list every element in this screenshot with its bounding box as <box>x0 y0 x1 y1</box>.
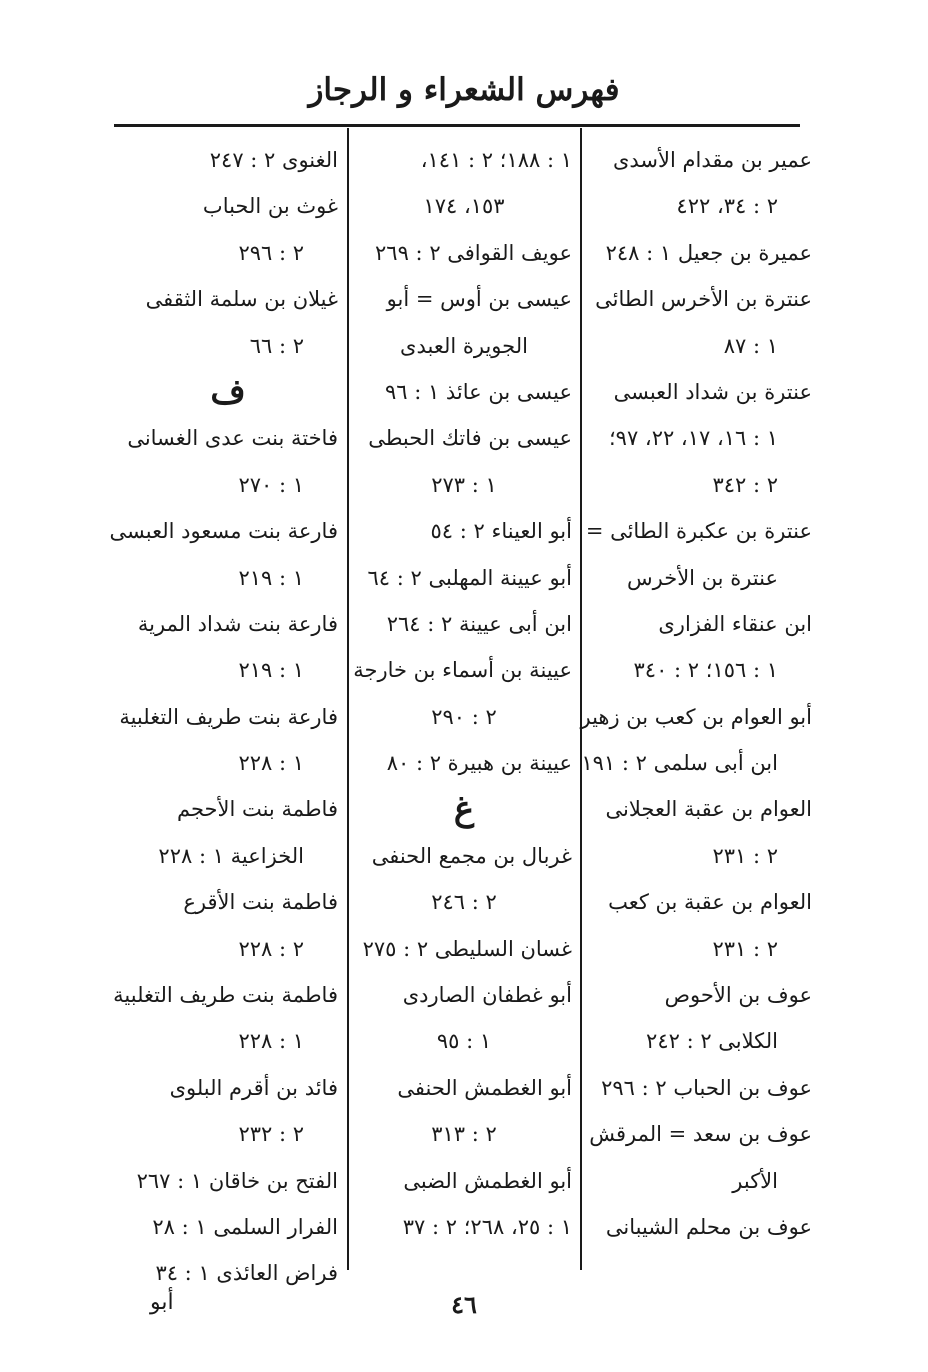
index-entry: ٢ : ٢٩٦ <box>238 240 304 265</box>
index-entry: ١ : ١٨٨؛ ٢ : ١٤١، <box>420 148 572 172</box>
index-entry: عيسى بن أوس = أبو <box>386 287 572 312</box>
index-entry: عيسى بن عائذ ١ : ٩٦ <box>384 379 572 404</box>
index-entry: فارعة بنت طريف التغلبية <box>119 704 338 729</box>
column-divider-left <box>347 128 349 1270</box>
index-entry: ابن عنقاء الفزارى <box>658 611 812 636</box>
index-entry: أبو الغطمش الحنفى <box>397 1075 572 1100</box>
title-rule <box>114 124 800 127</box>
index-entry: ١ : ٢٢٨ <box>238 1029 304 1054</box>
index-entry: عمير بن مقدام الأسدى <box>612 148 812 172</box>
index-entry: فائد بن أقرم البلوى <box>169 1075 338 1100</box>
index-column-right <box>580 137 812 1250</box>
index-entry: أبو غطفان الصاردى <box>402 983 572 1008</box>
index-entry: الجويرة العبدى <box>400 333 528 358</box>
index-entry: ٢ : ٢٣١ <box>712 843 778 868</box>
index-entry: فارعة بنت شداد المرية <box>137 611 338 636</box>
index-entry: ١ : ٩٥ <box>436 1029 492 1054</box>
index-entry: العوام بن عقبة العجلانى <box>605 797 812 822</box>
index-entry: عنترة بن الأخرس <box>627 565 778 590</box>
index-entry: ١ : ٢١٩ <box>238 565 304 590</box>
index-entry: ٢ : ٦٦ <box>249 333 304 358</box>
index-entry: ١ : ٢١٩ <box>238 658 304 683</box>
index-entry: ٢ : ٣٤، ٤٢٢ <box>676 194 778 219</box>
index-entry: أبو الغطمش الضبى <box>403 1168 572 1193</box>
index-entry: عوف بن محلم الشيبانى <box>605 1214 812 1239</box>
index-entry: غيلان بن سلمة الثقفى <box>145 287 338 312</box>
index-entry: الخزاعية ١ : ٢٢٨ <box>158 843 304 868</box>
index-entry: عميرة بن جعيل ١ : ٢٤٨ <box>605 240 812 265</box>
index-entry: فاختة بنت عدى الغسانى <box>127 426 338 451</box>
index-entry: فاطمة بنت طريف التغلبية <box>113 983 338 1008</box>
index-entry: أبو العوام بن كعب بن زهير <box>580 704 812 729</box>
index-entry: الفتح بن خاقان ١ : ٢٦٧ <box>136 1168 338 1193</box>
index-entry: غربال بن مجمع الحنفى <box>371 843 572 868</box>
index-entry: ١ : ٨٧ <box>723 333 778 358</box>
index-entry: ١ : ٢٥، ٢٦٨؛ ٢ : ٣٧ <box>402 1214 572 1239</box>
index-entry: الأكبر <box>732 1168 778 1193</box>
index-entry: أبو عيينة المهلبى ٢ : ٦٤ <box>367 565 572 590</box>
index-entry: عوف بن الحباب ٢ : ٢٩٦ <box>601 1075 812 1100</box>
index-entry: ابن أبى عيينة ٢ : ٢٦٤ <box>386 611 572 636</box>
index-entry: عيسى بن فاتك الحبطى <box>368 426 572 451</box>
index-entry: عيينة بن أسماء بن خارجة <box>353 658 572 683</box>
index-entry: عنترة بن شداد العبسى <box>613 379 812 404</box>
index-entry: غسان السليطى ٢ : ٢٧٥ <box>362 936 572 961</box>
index-entry: عويف القوافى ٢ : ٢٦٩ <box>375 240 572 265</box>
index-entry: أبو العيناء ٢ : ٥٤ <box>430 519 572 544</box>
page-title: فهرس الشعراء و الرجاز <box>308 72 620 108</box>
index-entry: ١ : ١٥٦؛ ٢ : ٣٤٠ <box>633 658 778 683</box>
page-number: ٤٦ <box>451 1290 477 1319</box>
index-entry: ٢ : ٢٢٨ <box>238 936 304 961</box>
index-entry: ١ : ١٦، ١٧، ٢٢، ٩٧؛ <box>608 426 778 451</box>
index-entry: فارعة بنت مسعود العبسى <box>109 519 338 544</box>
index-entry: ٢ : ٣١٣ <box>431 1122 497 1147</box>
section-letter: ف <box>210 371 246 412</box>
index-entry: ١ : ٢٢٨ <box>238 751 304 776</box>
index-entry: ١ : ٢٧٠ <box>238 472 304 497</box>
index-entry: الغنوى ٢ : ٢٤٧ <box>209 148 338 172</box>
index-entry: ٢ : ٢٤٦ <box>431 890 497 915</box>
index-entry: عوف بن الأحوص <box>664 983 812 1008</box>
index-entry: عنترة بن الأخرس الطائى <box>595 287 812 312</box>
index-entry: ٢ : ٣٤٢ <box>712 472 778 497</box>
index-entry: ٢ : ٢٣١ <box>712 936 778 961</box>
index-entry: غوث بن الحباب <box>202 194 338 219</box>
index-column-middle <box>353 137 572 1250</box>
index-entry: الفرار السلمى ١ : ٢٨ <box>152 1214 338 1239</box>
index-entry: فراض العائذى ١ : ٣٤ <box>155 1261 338 1286</box>
index-entry: ٢ : ٢٩٠ <box>431 704 497 729</box>
index-entry: العوام بن عقبة بن كعب <box>608 890 812 915</box>
index-entry: فاطمة بنت الأحجم <box>176 797 338 822</box>
section-letter: غ <box>453 789 475 830</box>
catchword: أبو <box>150 1290 174 1315</box>
index-column-left <box>109 137 338 1297</box>
index-entry: ١٥٣، ١٧٤ <box>423 194 505 219</box>
index-entry: عيينة بن هبيرة ٢ : ٨٠ <box>386 751 572 776</box>
index-entry: ابن أبى سلمى ٢ : ١٩١ <box>581 751 778 776</box>
index-entry: فاطمة بنت الأقرع <box>183 890 338 915</box>
index-entry: الكلابى ٢ : ٢٤٢ <box>646 1029 778 1054</box>
index-entry: عوف بن سعد = المرقش <box>589 1122 812 1147</box>
index-entry: عنترة بن عكبرة الطائى = <box>585 519 812 544</box>
index-entry: ١ : ٢٧٣ <box>431 472 497 497</box>
index-entry: ٢ : ٢٣٢ <box>238 1122 304 1147</box>
